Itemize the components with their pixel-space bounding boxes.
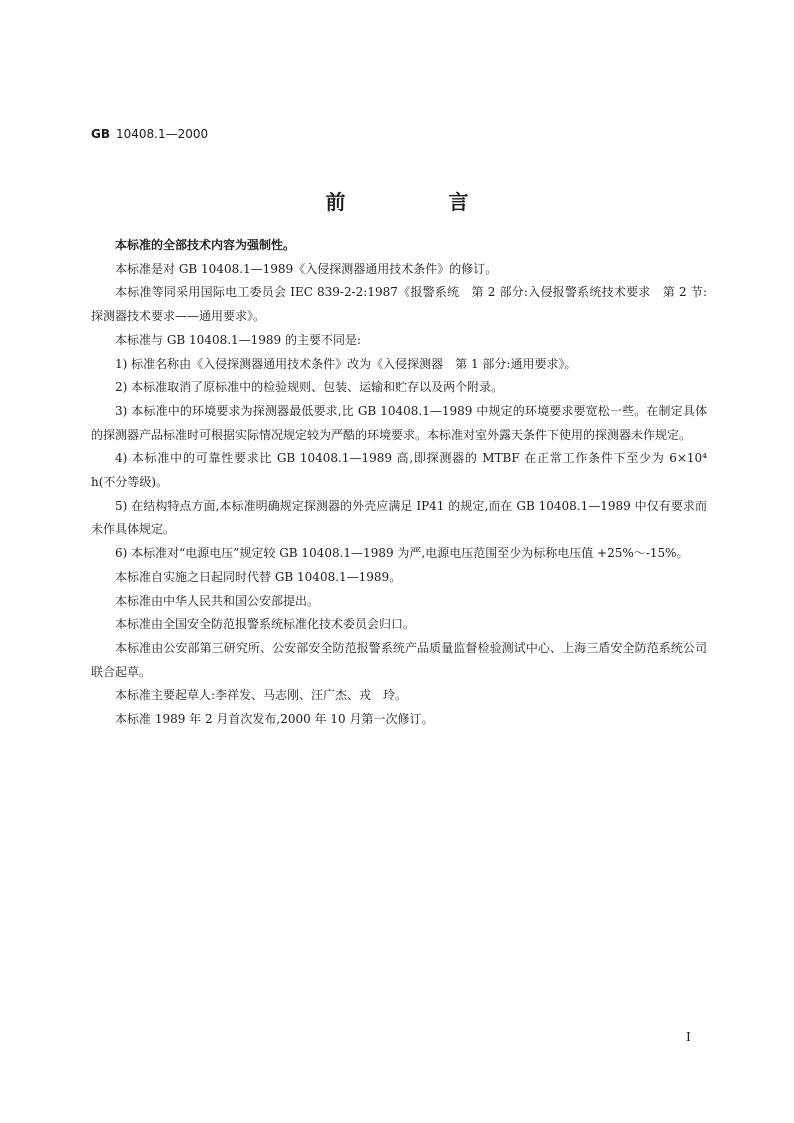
paragraph-proposer: 本标准由中华人民共和国公安部提出。: [115, 593, 320, 608]
paragraph-mandatory-statement: 本标准的全部技术内容为强制性。: [115, 238, 296, 252]
paragraph-difference-1: 1) 标准名称由《入侵探测器通用技术条件》改为《入侵探测器 第 1 部分:通用要求》。: [115, 356, 577, 371]
standard-code: [91, 127, 208, 141]
paragraph-administration: 本标准由全国安全防范报警系统标准化技术委员会归口。: [115, 617, 416, 632]
paragraph-difference-2: 2) 本标准取消了原标准中的检验规则、包装、运输和贮存以及两个附录。: [115, 380, 504, 395]
paragraph-publication-history: 本标准 1989 年 2 月首次发布,2000 年 10 月第一次修订。: [115, 712, 434, 727]
paragraph-replacement: 本标准自实施之日起同时代替 GB 10408.1—1989。: [115, 569, 402, 584]
paragraph-adoption: 本标准等同采用国际电工委员会 IEC 839-2-2:1987《报警系统 第 2 部分:入侵报警系统技术要求 第 2 节:探测器技术要求——通用要求》。: [91, 285, 707, 324]
paragraph-difference-6: 6) 本标准对“电源电压”规定较 GB 10408.1—1989 为严,电源电压范围至少为标称电压值 +25%～-15%。: [115, 546, 689, 561]
page-title: 前 言: [325, 190, 517, 214]
standard-number: 10408.1—2000: [116, 127, 209, 141]
paragraph-revision: 本标准是对 GB 10408.1—1989《入侵探测器通用技术条件》的修订。: [115, 261, 498, 276]
paragraph-drafters: 本标准主要起草人:李祥发、马志刚、汪广杰、戎 玲。: [115, 688, 408, 703]
standard-prefix: GB: [91, 127, 110, 141]
page-number: I: [686, 1030, 691, 1044]
paragraph-difference-3: 3) 本标准中的环境要求为探测器最低要求,比 GB 10408.1—1989 中规定的环境要求要宽松一些。在制定具体的探测器产品标准时可根据实际情况规定较为严酷的环境要求。本标准对室外露天条件下使用的探测器未作规定。: [91, 403, 707, 442]
foreword-body: [91, 234, 707, 732]
paragraph-differences-intro: 本标准与 GB 10408.1—1989 的主要不同是:: [115, 332, 362, 347]
paragraph-difference-5: 5) 在结构特点方面,本标准明确规定探测器的外壳应满足 IP41 的规定,而在 GB 10408.1—1989 中仅有要求而未作具体规定。: [91, 498, 707, 537]
paragraph-drafting-units: 本标准由公安部第三研究所、公安部安全防范报警系统产品质量监督检验测试中心、上海三盾安全防范系统公司联合起草。: [91, 640, 707, 679]
paragraph-difference-4: 4) 本标准中的可靠性要求比 GB 10408.1—1989 高,即探测器的 MTBF 在正常工作条件下至少为 6×10⁴ h(不分等级)。: [91, 451, 707, 490]
